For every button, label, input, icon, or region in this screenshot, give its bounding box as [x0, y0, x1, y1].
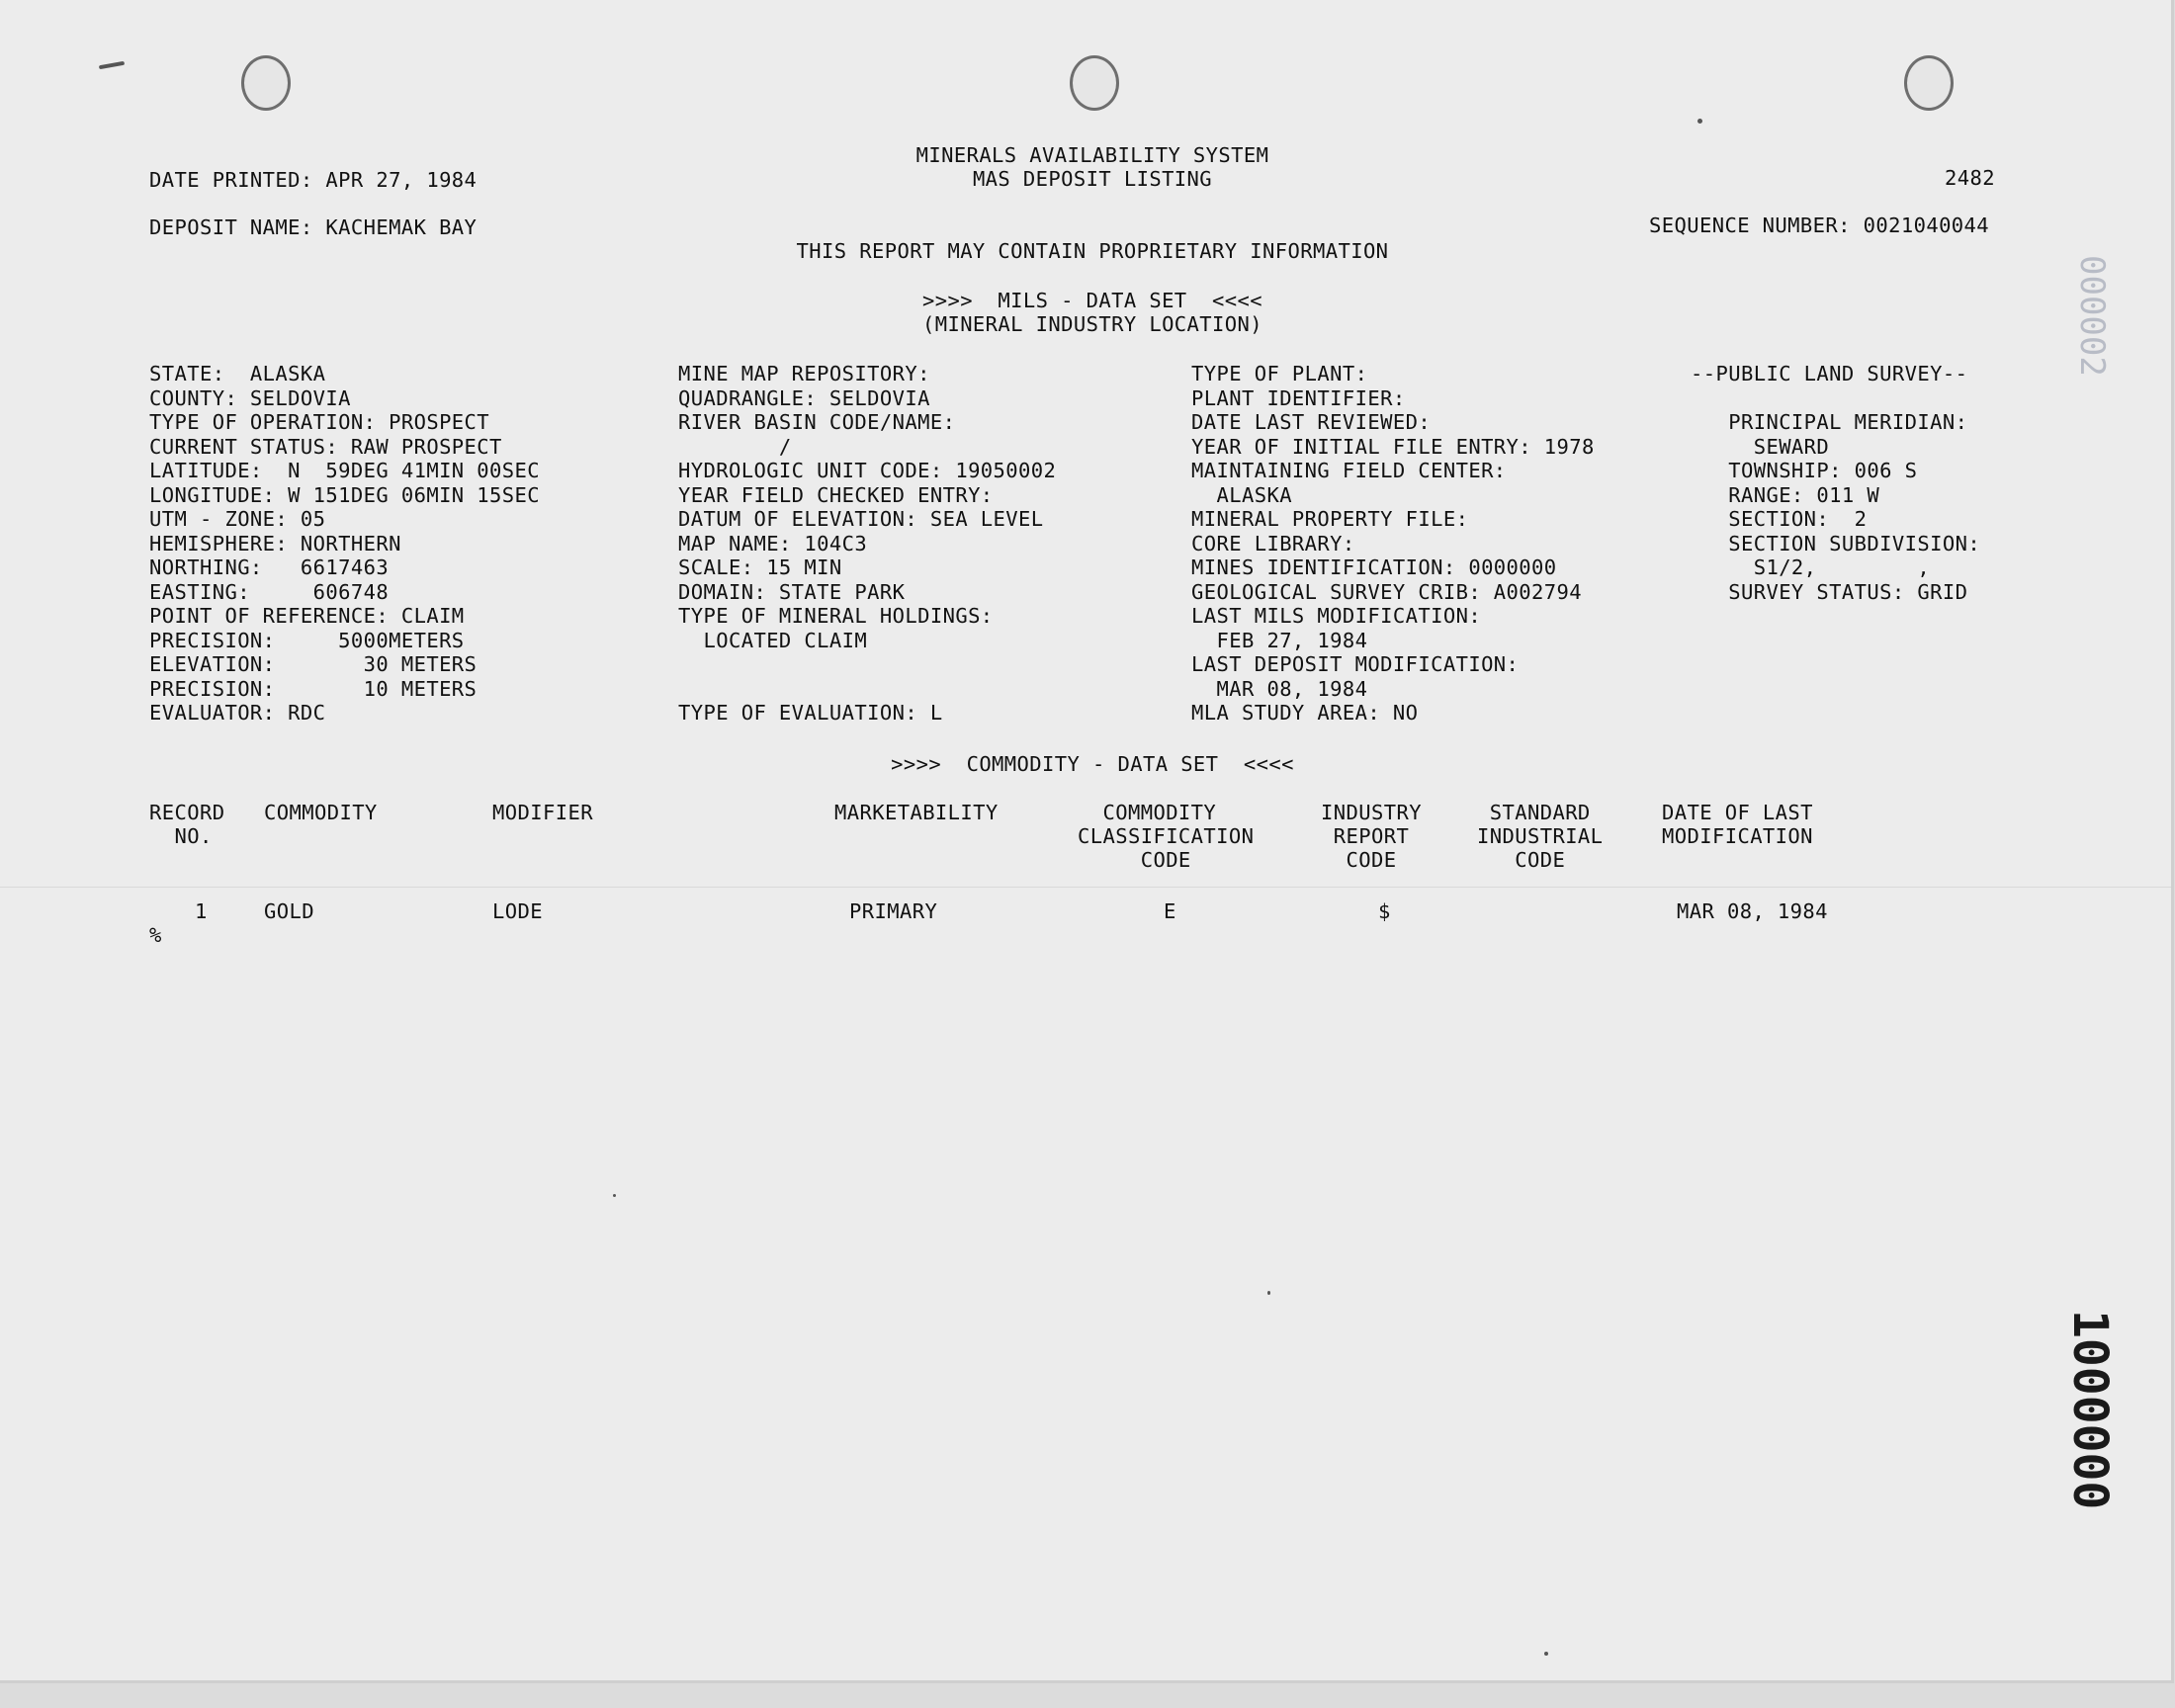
- mils-field: RANGE: 011 W: [1691, 482, 1880, 507]
- stamp-upper-right: 000002: [2072, 255, 2112, 377]
- punch-hole-center: [1070, 55, 1119, 111]
- mils-field: TYPE OF PLANT:: [1191, 362, 1368, 385]
- header-marketability: MARKETABILITY: [834, 801, 999, 824]
- cell-commodity: GOLD: [264, 899, 314, 923]
- stamp-lower-right: 1000000: [2062, 1310, 2118, 1510]
- mils-field: MAR 08, 1984: [1191, 676, 1368, 701]
- mils-field: DATUM OF ELEVATION: SEA LEVEL: [678, 507, 1044, 531]
- mils-field: [678, 652, 1056, 677]
- mils-field: PLANT IDENTIFIER:: [1191, 385, 1406, 410]
- mils-column-location: [149, 362, 540, 726]
- mils-field: MINES IDENTIFICATION: 0000000: [1191, 555, 1557, 579]
- mils-field: SCALE: 15 MIN: [678, 555, 842, 579]
- cell-marketability: PRIMARY: [849, 899, 938, 923]
- mils-field: NORTHING: 6617463: [149, 555, 390, 579]
- punch-hole-right: [1904, 55, 1954, 111]
- mils-field: EASTING: 606748: [149, 579, 390, 604]
- mils-field: SECTION SUBDIVISION:: [1691, 531, 1981, 555]
- mils-field: QUADRANGLE: SELDOVIA: [678, 385, 930, 410]
- mils-field: MAP NAME: 104C3: [678, 531, 868, 555]
- mils-field: SECTION: 2: [1691, 507, 1868, 531]
- mils-field: FEB 27, 1984: [1191, 628, 1368, 652]
- punch-hole-left: [241, 55, 291, 111]
- scan-speck: [1697, 119, 1702, 124]
- mils-subheading: (MINERAL INDUSTRY LOCATION): [921, 312, 1263, 336]
- mils-field: TYPE OF EVALUATION: L: [678, 701, 943, 725]
- date-printed: DATE PRINTED: APR 27, 1984: [149, 168, 478, 192]
- commodity-heading: >>>> COMMODITY - DATA SET <<<<: [891, 752, 1294, 776]
- page-number: 2482: [1945, 166, 1995, 190]
- header-record-no: RECORD NO.: [149, 801, 225, 848]
- mils-field: GEOLOGICAL SURVEY CRIB: A002794: [1191, 579, 1583, 604]
- proprietary-notice: THIS REPORT MAY CONTAIN PROPRIETARY INFORMATION: [796, 239, 1389, 263]
- mils-field: SEWARD: [1691, 434, 1830, 459]
- mils-field: /: [678, 434, 792, 459]
- mils-field: PRINCIPAL MERIDIAN:: [1691, 410, 1968, 434]
- cell-industry-code: $: [1378, 899, 1391, 923]
- mils-field: CORE LIBRARY:: [1191, 531, 1355, 555]
- mils-field: LOCATED CLAIM: [678, 628, 868, 652]
- mils-field: RIVER BASIN CODE/NAME:: [678, 410, 956, 434]
- mils-column-plant: [1191, 362, 1595, 726]
- mils-field: ALASKA: [1191, 482, 1292, 507]
- cell-date-mod: MAR 08, 1984: [1677, 899, 1828, 923]
- mils-field: ELEVATION: 30 METERS: [149, 652, 478, 676]
- mils-field: [678, 677, 1056, 702]
- mils-field: PRECISION: 10 METERS: [149, 676, 478, 701]
- cell-classification: E: [1164, 899, 1176, 923]
- mils-field: TOWNSHIP: 006 S: [1691, 459, 1918, 482]
- mils-field: HYDROLOGIC UNIT CODE: 19050002: [678, 459, 1057, 482]
- mils-field: [1691, 386, 1980, 411]
- header-standard-industrial-code: STANDARD INDUSTRIAL CODE: [1477, 801, 1604, 872]
- header-industry-report-code: INDUSTRY REPORT CODE: [1321, 801, 1422, 872]
- mils-field: LATITUDE: N 59DEG 41MIN 00SEC: [149, 459, 541, 482]
- scan-speck: [1544, 1652, 1548, 1656]
- end-marker: %: [149, 923, 162, 947]
- mils-field: YEAR OF INITIAL FILE ENTRY: 1978: [1191, 434, 1595, 459]
- header-date-of-last-modification: DATE OF LAST MODIFICATION: [1662, 801, 1813, 848]
- header-commodity: COMMODITY: [264, 801, 378, 824]
- mils-field: POINT OF REFERENCE: CLAIM: [149, 604, 465, 628]
- mils-field: EVALUATOR: RDC: [149, 701, 326, 725]
- cell-record: 1: [195, 899, 208, 923]
- mils-field: CURRENT STATUS: RAW PROSPECT: [149, 434, 502, 459]
- scan-speck: [1267, 1291, 1270, 1295]
- mils-field: MINERAL PROPERTY FILE:: [1191, 507, 1469, 531]
- mils-field: STATE: ALASKA: [149, 362, 326, 385]
- sequence-number: SEQUENCE NUMBER: 0021040044: [1649, 214, 1990, 237]
- fold-line: [0, 887, 2171, 888]
- mils-field: MLA STUDY AREA: NO: [1191, 701, 1419, 725]
- mils-field: MAINTAINING FIELD CENTER:: [1191, 459, 1507, 482]
- mils-field: LONGITUDE: W 151DEG 06MIN 15SEC: [149, 482, 541, 507]
- mils-field: --PUBLIC LAND SURVEY--: [1691, 362, 1968, 385]
- mils-field: TYPE OF OPERATION: PROSPECT: [149, 410, 490, 434]
- mils-heading: >>>> MILS - DATA SET <<<<: [921, 289, 1263, 312]
- mils-field: SURVEY STATUS: GRID: [1691, 579, 1968, 604]
- cell-modifier: LODE: [492, 899, 543, 923]
- header-classification-code: COMMODITY CLASSIFICATION CODE: [1078, 801, 1255, 872]
- mils-field: YEAR FIELD CHECKED ENTRY:: [678, 482, 994, 507]
- listing-title: MAS DEPOSIT LISTING: [972, 167, 1213, 191]
- mils-field: TYPE OF MINERAL HOLDINGS:: [678, 604, 994, 628]
- mils-field: COUNTY: SELDOVIA: [149, 385, 351, 410]
- mils-field: LAST DEPOSIT MODIFICATION:: [1191, 652, 1520, 676]
- mils-field: S1/2, ,: [1691, 555, 1931, 579]
- mils-column-map: [678, 362, 1056, 726]
- mils-field: DOMAIN: STATE PARK: [678, 579, 906, 604]
- scan-mark: [99, 61, 125, 69]
- mils-field: DATE LAST REVIEWED:: [1191, 410, 1432, 434]
- header-modifier: MODIFIER: [492, 801, 593, 824]
- mils-field: LAST MILS MODIFICATION:: [1191, 604, 1482, 628]
- mils-field: UTM - ZONE: 05: [149, 507, 326, 531]
- deposit-name: DEPOSIT NAME: KACHEMAK BAY: [149, 215, 478, 239]
- system-title: MINERALS AVAILABILITY SYSTEM: [915, 143, 1269, 167]
- scan-speck: [613, 1194, 616, 1197]
- mils-field: MINE MAP REPOSITORY:: [678, 362, 930, 385]
- mils-column-land-survey: [1691, 362, 1980, 604]
- mils-field: HEMISPHERE: NORTHERN: [149, 531, 401, 555]
- mils-field: PRECISION: 5000METERS: [149, 628, 465, 652]
